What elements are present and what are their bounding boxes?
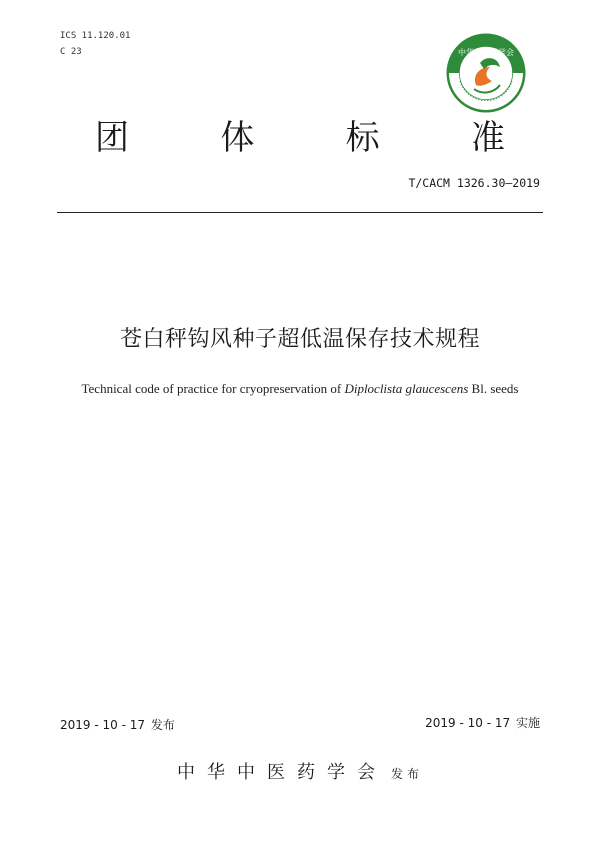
title-english-suffix: Bl. seeds [468, 381, 519, 396]
association-logo [446, 33, 526, 113]
publisher-org: 中华中医药学会 [176, 762, 387, 783]
ccs-code: C 23 [60, 47, 82, 57]
title-english-prefix: Technical code of practice for cryopreservation of [81, 381, 345, 396]
issue-date [60, 716, 175, 733]
implementation-date-value: 2019 - 10 - 17 [425, 716, 511, 730]
doc-type-char: 准 [470, 118, 505, 158]
publisher [0, 760, 600, 787]
document-type-heading [95, 113, 505, 163]
doc-type-char: 体 [220, 118, 255, 158]
implementation-date-label: 实施 [515, 716, 540, 730]
issue-date-value: 2019 - 10 - 17 [60, 718, 145, 732]
publisher-label: 发布 [390, 767, 423, 781]
implementation-date [425, 714, 540, 731]
doc-type-char: 团 [95, 118, 129, 158]
title-english-species: Diploclista glaucescens [344, 381, 469, 396]
svg-text:中华中医药学会: 中华中医药学会 [458, 48, 514, 57]
title-chinese: 苍白秤钩风种子超低温保存技术规程 [119, 327, 480, 352]
header-divider [57, 212, 543, 213]
ics-code: ICS 11.120.01 [60, 31, 131, 41]
title-english [0, 381, 600, 397]
issue-date-label: 发布 [150, 718, 175, 732]
doc-type-char: 标 [345, 118, 380, 158]
standard-number: T/CACM 1326.30—2019 [408, 176, 540, 190]
